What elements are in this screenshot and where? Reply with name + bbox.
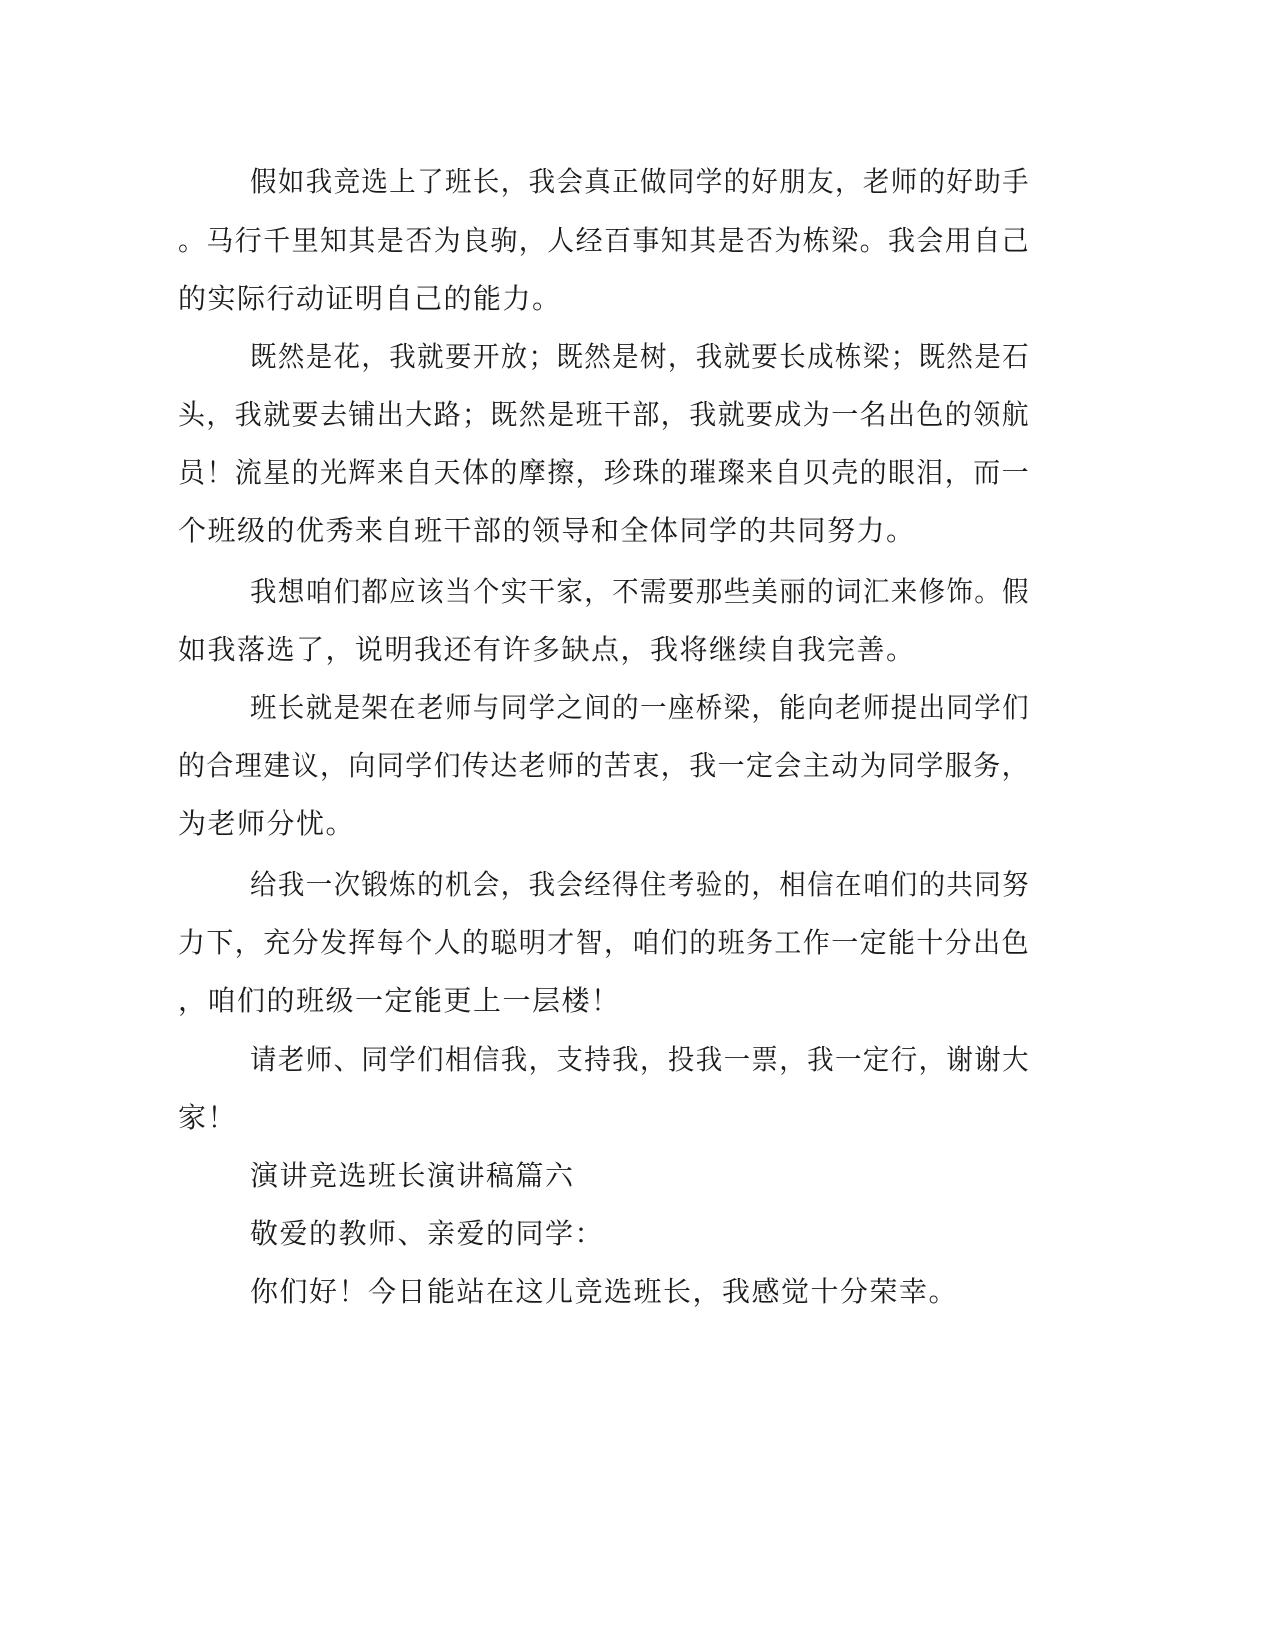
paragraph-1-line-3: 的实际行动证明自己的能力。	[178, 282, 562, 315]
paragraph-2-line-2: 头，我就要去铺出大路；既然是班干部，我就要成为一名出色的领航	[178, 398, 1031, 431]
paragraph-3-line-2: 如我落选了，说明我还有许多缺点，我将继续自我完善。	[178, 633, 916, 666]
paragraph-5-line-1: 给我一次锻炼的机会，我会经得住考验的，相信在咱们的共同努	[250, 868, 1031, 901]
paragraph-2-line-1: 既然是花，我就要开放；既然是树，我就要长成栋梁；既然是石	[250, 340, 1031, 373]
paragraph-1-line-1: 假如我竞选上了班长，我会真正做同学的好朋友，老师的好助手	[250, 165, 1031, 198]
paragraph-6-line-2: 家！	[178, 1101, 238, 1134]
paragraph-2-line-3: 员！流星的光辉来自天体的摩擦，珍珠的璀璨来自贝壳的眼泪，而一	[178, 456, 1031, 489]
speech-title: 演讲竞选班长演讲稿篇六	[250, 1159, 575, 1192]
paragraph-4-line-3: 为老师分忧。	[178, 807, 356, 840]
paragraph-6-line-1: 请老师、同学们相信我，支持我，投我一票，我一定行，谢谢大	[250, 1043, 1031, 1076]
paragraph-2-line-4: 个班级的优秀来自班干部的领导和全体同学的共同努力。	[178, 514, 916, 547]
opening-line: 你们好！今日能站在这儿竞选班长，我感觉十分荣幸。	[250, 1275, 959, 1308]
paragraph-3-line-1: 我想咱们都应该当个实干家，不需要那些美丽的词汇来修饰。假	[250, 575, 1031, 608]
salutation: 敬爱的教师、亲爱的同学：	[250, 1217, 605, 1250]
paragraph-5-line-2: 力下，充分发挥每个人的聪明才智，咱们的班务工作一定能十分出色	[178, 926, 1031, 959]
paragraph-4-line-2: 的合理建议，向同学们传达老师的苦衷，我一定会主动为同学服务，	[178, 749, 1031, 782]
paragraph-4-line-1: 班长就是架在老师与同学之间的一座桥梁，能向老师提出同学们	[250, 691, 1031, 724]
paragraph-1-line-2: 。马行千里知其是否为良驹，人经百事知其是否为栋梁。我会用自己	[178, 224, 1031, 257]
paragraph-5-line-3: ，咱们的班级一定能更上一层楼！	[178, 984, 621, 1017]
